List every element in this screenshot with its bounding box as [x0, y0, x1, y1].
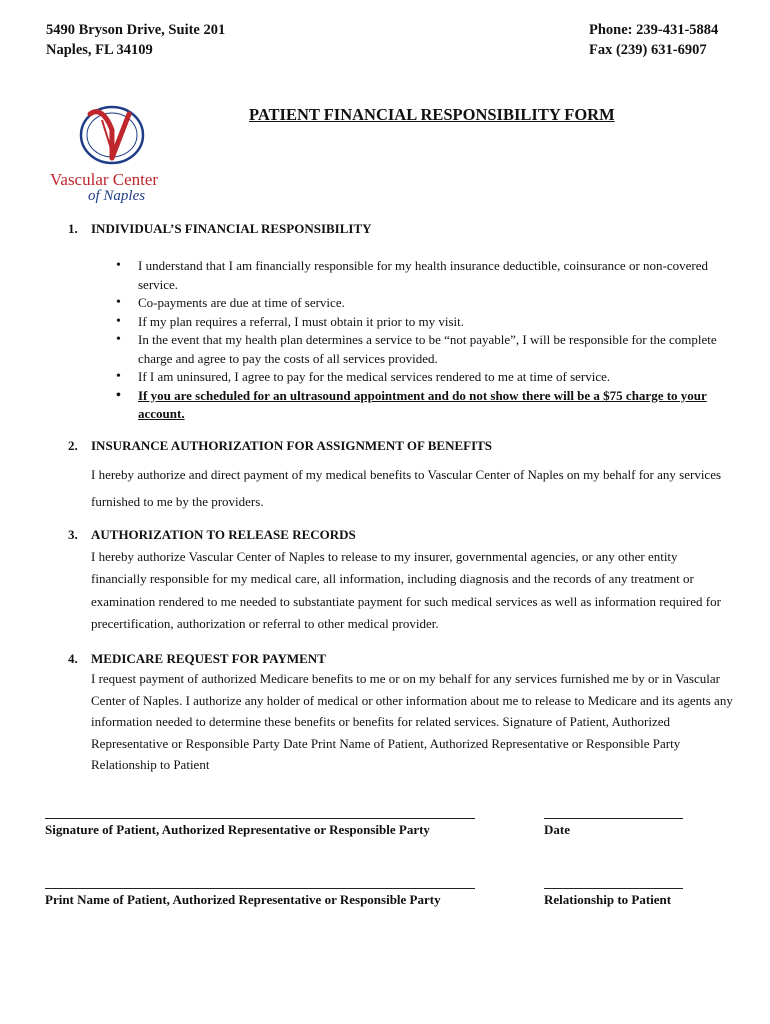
list-item: • In the event that my health plan determines a service to be “not payable”, I will be responsible for the complete charge and agree to pay the costs of all services provided. — [114, 331, 719, 368]
list-item: • If I am uninsured, I agree to pay for the medical services rendered to me at time of service. — [114, 368, 719, 387]
responsibility-list — [114, 257, 719, 424]
clinic-logo — [46, 100, 191, 210]
section-3-heading: AUTHORIZATION TO RELEASE RECORDS — [91, 527, 356, 542]
list-item: • If my plan requires a referral, I must obtain it prior to my visit. — [114, 313, 719, 332]
list-item: • I understand that I am financially responsible for my health insurance deductible, coinsurance or non-covered service. — [114, 257, 719, 294]
signature-line[interactable] — [45, 818, 475, 819]
page-title: PATIENT FINANCIAL RESPONSIBILITY FORM — [249, 105, 615, 124]
section-4-heading: MEDICARE REQUEST FOR PAYMENT — [91, 651, 326, 666]
print-name-line[interactable] — [45, 888, 475, 889]
logo-name-line-1: Vascular Center — [50, 170, 159, 189]
section-1-number: 1. — [68, 221, 78, 236]
signature-label: Signature of Patient, Authorized Representative or Responsible Party — [45, 822, 430, 837]
clinic-contact — [589, 20, 718, 60]
section-1-heading: INDIVIDUAL’S FINANCIAL RESPONSIBILITY — [91, 221, 372, 236]
fax-number: Fax (239) 631-6907 — [589, 42, 707, 58]
section-4-body: I request payment of authorized Medicare benefits to me or on my behalf for any services furnished me by or in Vascular Center of Naples. I authorize any holder of medical or other information about me to release to Medicare and its agents any information needed to determine these benefits or benefits for related services. Signature of Patient, Authorized Representative or Responsible Party Date Print Name of Patient, Authorized Representative or Responsible Party Relationship to Patient — [91, 671, 733, 772]
logo-name-line-2: of Naples — [88, 188, 146, 204]
section-2-body: I hereby authorize and direct payment of my medical benefits to Vascular Center of Naples on my behalf for any services furnished to me by the providers. — [91, 467, 722, 509]
print-name-label: Print Name of Patient, Authorized Representative or Responsible Party — [45, 892, 441, 907]
section-3-body: I hereby authorize Vascular Center of Naples to release to my insurer, governmental agencies, or any other entity financially responsible for my medical care, all information, including diagnosis and the records of any treatment or examination rendered to me needed to substantiate payment for such medical services as well as information required for precertification, authorization or referral to other medical provider. — [91, 549, 721, 631]
date-line[interactable] — [544, 818, 683, 819]
section-2-heading: INSURANCE AUTHORIZATION FOR ASSIGNMENT OF BENEFITS — [91, 438, 493, 453]
relationship-line[interactable] — [544, 888, 683, 889]
list-item: • Co-payments are due at time of service. — [114, 294, 719, 313]
address-line-2: Naples, FL 34109 — [46, 42, 153, 58]
section-2-number: 2. — [68, 438, 78, 453]
section-4-number: 4. — [68, 651, 78, 666]
section-3-number: 3. — [68, 527, 78, 542]
list-item-no-show-charge: • If you are scheduled for an ultrasound appointment and do not show there will be a $75 charge to your account. — [114, 387, 719, 424]
date-label: Date — [544, 822, 570, 837]
clinic-address — [46, 20, 225, 60]
phone-number: Phone: 239-431-5884 — [589, 22, 719, 38]
relationship-label: Relationship to Patient — [544, 892, 672, 907]
address-line-1: 5490 Bryson Drive, Suite 201 — [46, 22, 226, 38]
